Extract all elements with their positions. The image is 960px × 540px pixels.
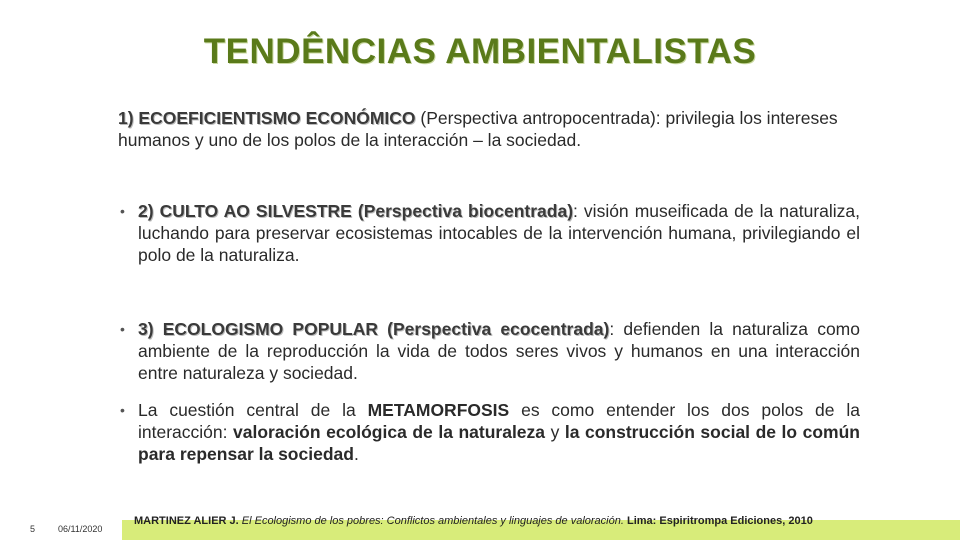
slide-date: 06/11/2020	[58, 524, 103, 534]
metamorfosis-text-2: es como entender los dos polos de la interacción:	[138, 400, 861, 442]
citation-author: MARTINEZ ALIER J.	[134, 515, 242, 527]
valoracion-ecologica: valoración ecológica de la naturaleza	[233, 422, 546, 442]
construccion-social: la construcción social de lo común para repensar la sociedad	[138, 422, 860, 464]
ecoeficientismo-heading: 1) ECOEFICIENTISMO ECONÓMICO	[118, 108, 416, 128]
ecoeficientismo-text: (Perspectiva antropocentrada): privilegia los intereses humanos y uno de los polos de la interacción – la sociedad.	[118, 108, 838, 150]
bullet-ecologismo-popular	[118, 318, 860, 384]
metamorfosis-text-1: La cuestión central de la	[138, 400, 368, 420]
culto-silvestre-text: : visión museificada de la naturaliza, luchando para preservar ecosistemas intocables de la intervención humana, privilegiando el polo de la naturaliza.	[138, 201, 861, 265]
culto-silvestre-heading: 2) CULTO AO SILVESTRE (Perspectiva biocentrada)	[138, 201, 574, 221]
ecologismo-popular-text: : defienden la naturaliza como ambiente de la reproducción la vida de todos seres vivos y humanos en una interacción entre naturaleza y sociedad.	[138, 319, 860, 383]
bullet-metamorfosis	[118, 399, 860, 465]
bullet-culto-silvestre	[118, 200, 860, 266]
paragraph-ecoeficientismo	[118, 107, 840, 151]
metamorfosis-keyword: METAMORFOSIS	[367, 400, 510, 420]
ecologismo-popular-heading: 3) ECOLOGISMO POPULAR (Perspectiva ecocentrada)	[138, 319, 610, 339]
citation-publisher: Lima: Espiritrompa Ediciones, 2010	[623, 515, 813, 527]
metamorfosis-text-4: .	[353, 444, 359, 464]
page-number: 5	[30, 524, 36, 534]
citation-work: El Ecologismo de los pobres: Conflictos ambientales y linguajes de valoración.	[241, 515, 624, 527]
metamorfosis-text-3: y	[545, 422, 565, 442]
footer-citation	[134, 514, 854, 540]
slide-title: TENDÊNCIAS AMBIENTALISTAS	[203, 32, 757, 71]
